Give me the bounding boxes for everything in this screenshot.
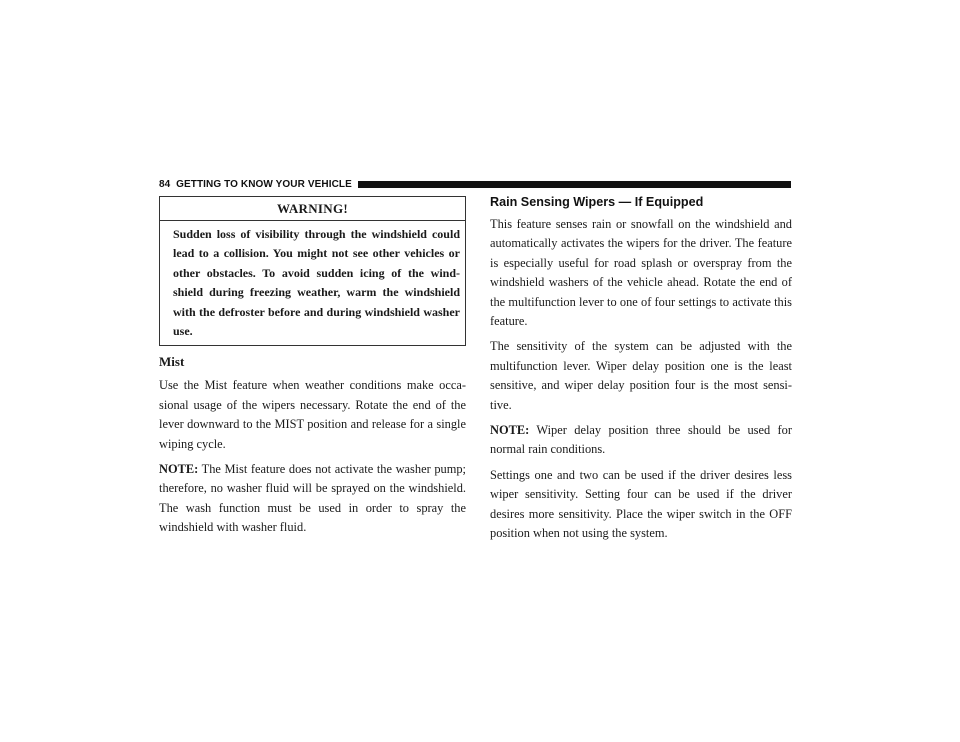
section-title: GETTING TO KNOW YOUR VEHICLE bbox=[176, 178, 352, 190]
warning-box bbox=[159, 196, 466, 346]
rain-paragraph-2: The sensitivity of the system can be adjusted with the multifunction lever. Wiper delay position one is the least sensitive, and wiper delay position four is the most sensi-tive. bbox=[490, 339, 792, 412]
rain-sensing-heading: Rain Sensing Wipers — If Equipped bbox=[490, 195, 704, 209]
rain-paragraph-3: Settings one and two can be used if the driver desires less wiper sensitivity. Setting four can be used if the driver desires more sensitivity. Place the wiper switch in the OFF position when not using the system. bbox=[490, 467, 792, 541]
page-header-text bbox=[159, 179, 352, 190]
mist-heading: Mist bbox=[159, 354, 185, 370]
page-header bbox=[159, 177, 791, 191]
rain-note bbox=[490, 421, 792, 460]
header-rule bbox=[358, 181, 791, 188]
mist-note-label: NOTE: bbox=[159, 462, 199, 477]
mist-paragraph: Use the Mist feature when weather conditions make occa-sional usage of the wipers necessary. Rotate the end of the lever downward to the MIST position and release for a single wiping cycle. bbox=[159, 378, 466, 451]
mist-note bbox=[159, 460, 466, 538]
right-column bbox=[490, 195, 792, 550]
warning-title: WARNING! bbox=[160, 197, 465, 221]
rain-paragraph-1: This feature senses rain or snowfall on the windshield and automatically activates the wipers for the driver. The feature is especially useful for road splash or overspray from the windshield washers of the vehicle ahead. Rotate the end of the multifunction lever to one of four settings to activate this feature. bbox=[490, 217, 792, 329]
page-number: 84 bbox=[159, 178, 171, 190]
rain-note-text: Wiper delay position three should be used for normal rain conditions. bbox=[490, 423, 792, 457]
rain-note-label: NOTE: bbox=[490, 423, 530, 438]
mist-note-text: The Mist feature does not activate the washer pump; therefore, no washer fluid will be sprayed on the windshield. The wash function must be used in order to spray the windshield with washer fluid. bbox=[159, 462, 466, 535]
left-column bbox=[159, 195, 466, 544]
warning-body: Sudden loss of visibility through the windshield could lead to a collision. You might not see other vehicles or other obstacles. To avoid sudden icing of the wind-shield during freezing weather, warm the windshield with the defroster before and during windshield washer use. bbox=[173, 227, 460, 339]
